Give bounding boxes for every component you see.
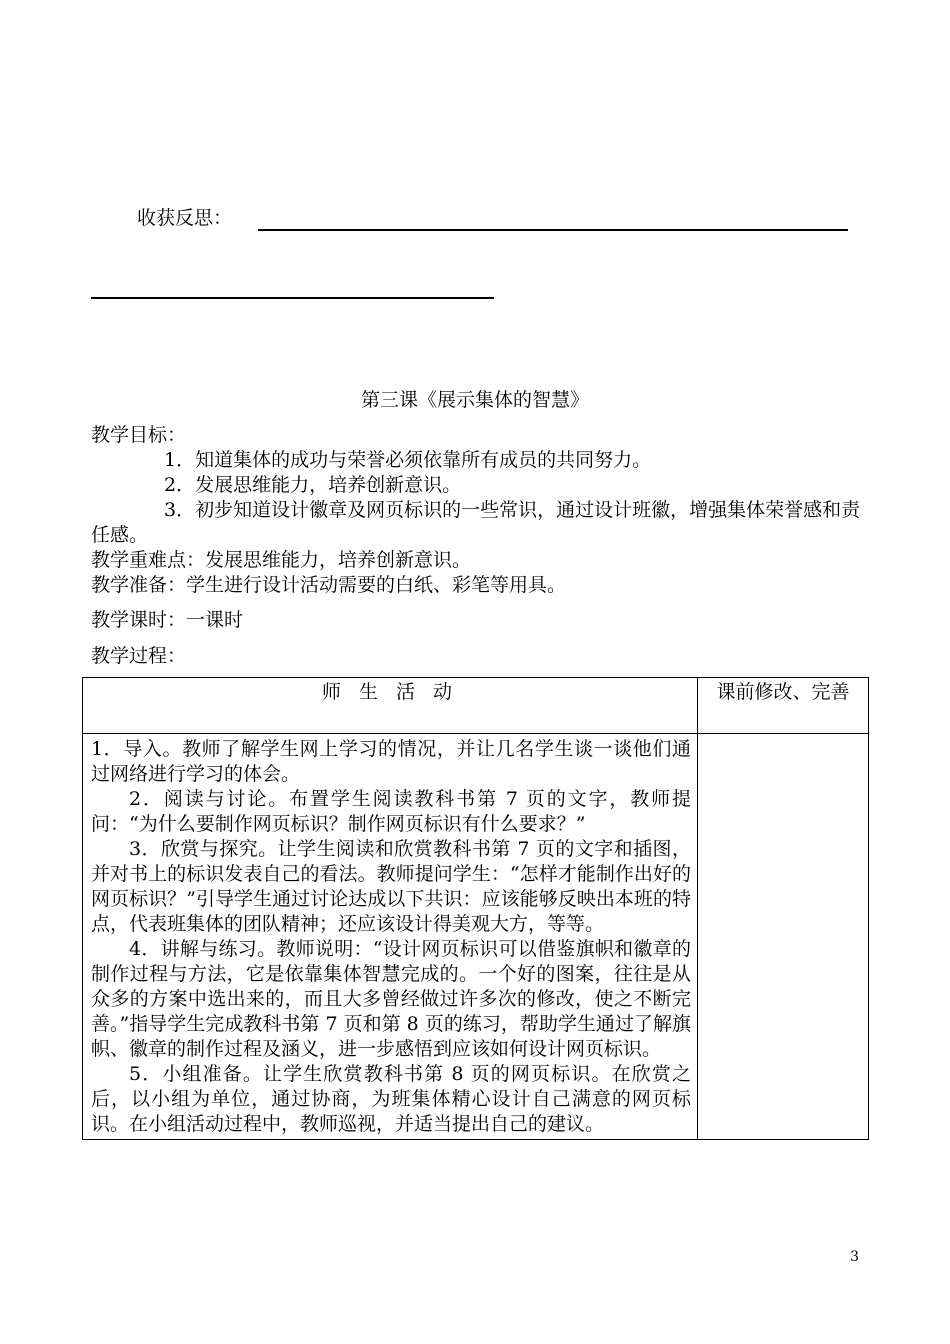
preparation: 教学准备：学生进行设计活动需要的白纸、彩笔等用具。 [91, 574, 567, 596]
lesson-title: 第三课《展示集体的智慧》 [360, 389, 589, 411]
activity-paragraph: 1．导入。教师了解学生网上学习的情况，并让几名学生谈一谈他们通过网络进行学习的体会。 [91, 738, 691, 785]
key-difficulty: 教学重难点：发展思维能力，培养创新意识。 [91, 549, 472, 571]
goal-item: 1．知道集体的成功与荣誉必须依靠所有成员的共同努力。 [164, 449, 652, 471]
revisions-cell [698, 734, 869, 1140]
reflection-answer-line [258, 229, 848, 231]
reflection-label: 收获反思： [137, 207, 233, 229]
activity-paragraph: 4．讲解与练习。教师说明：“设计网页标识可以借鉴旗帜和徽章的制作过程与方法，它是依靠集体智慧完成的。一个好的图案，往往是从众多的方案中选出来的，而且大多曾经做过许多次的修改，使之不断完善。”指导学生完成教科书第 7 页和第 8 页的练习，帮助学生通过了解旗帜、徽章的制作过程及涵义，进一步感悟到应该如何设计网页标识。 [91, 938, 691, 1060]
activity-paragraph: 2．阅读与讨论。布置学生阅读教科书第 7 页的文字，教师提问：“为什么要制作网页标识？制作网页标识有什么要求？” [91, 788, 691, 835]
activity-paragraph: 3．欣赏与探究。让学生阅读和欣赏教科书第 7 页的文字和插图，并对书上的标识发表自己的看法。教师提问学生：“怎样才能制作出好的网页标识？”引导学生通过讨论达成以下共识：应该能够反映出本班的特点，代表班集体的团队精神；还应该设计得美观大方，等等。 [91, 838, 691, 935]
activities-cell [83, 734, 698, 1140]
page-number: 3 [850, 1249, 859, 1265]
goals-heading: 教学目标： [91, 424, 187, 446]
reflection-answer-line-2 [91, 297, 494, 299]
process-table [82, 677, 869, 1140]
lesson-hours: 教学课时：一课时 [91, 609, 244, 631]
goal-item: 2．发展思维能力，培养创新意识。 [164, 474, 462, 496]
goal-item: 3．初步知道设计徽章及网页标识的一些常识，通过设计班徽，增强集体荣誉感和责任感。 [91, 499, 861, 546]
col-header-revisions: 课前修改、完善 [698, 678, 869, 734]
col-header-activities: 师 生 活 动 [83, 678, 698, 734]
lesson-objectives [91, 423, 866, 598]
table-header-row [83, 678, 869, 734]
table-row [83, 734, 869, 1140]
process-heading: 教学过程： [91, 645, 187, 667]
activity-paragraph: 5．小组准备。让学生欣赏教科书第 8 页的网页标识。在欣赏之后，以小组为单位，通过协商，为班集体精心设计自己满意的网页标识。在小组活动过程中，教师巡视，并适当提出自己的建议。 [91, 1063, 691, 1135]
